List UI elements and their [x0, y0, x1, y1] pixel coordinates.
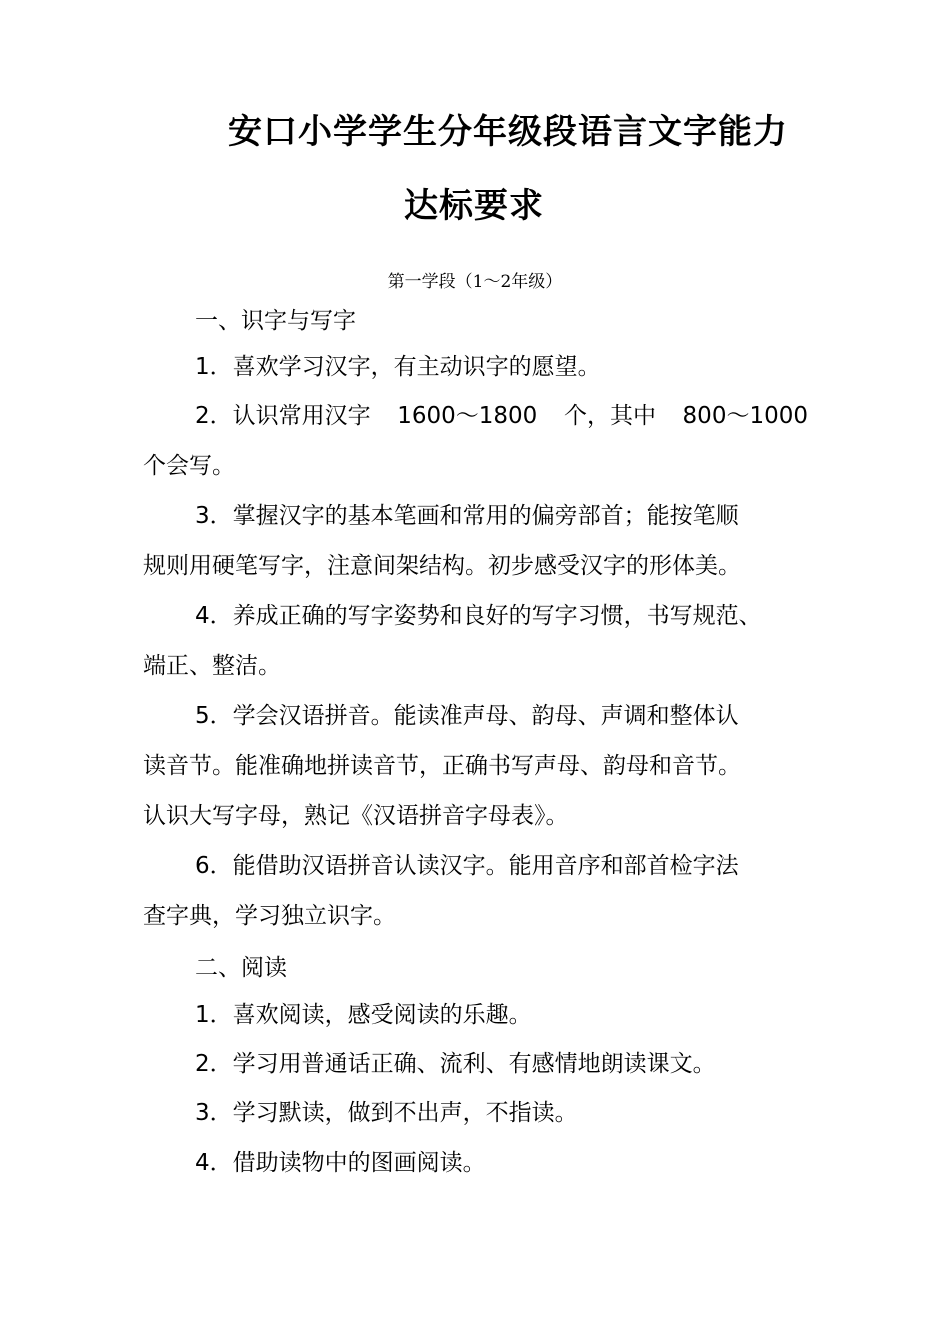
literacy-item-6-line-1: 6．能借助汉语拼音认读汉字。能用音序和部首检字法 [195, 853, 739, 879]
stage-subtitle: 第一学段（1～2年级） [387, 272, 563, 292]
document-title-line-2: 达标要求 [404, 186, 544, 226]
reading-item-1: 1．喜欢阅读，感受阅读的乐趣。 [195, 1002, 532, 1028]
reading-item-3: 3．学习默读，做到不出声，不指读。 [195, 1100, 578, 1126]
literacy-item-2-line-1 [195, 391, 808, 441]
literacy-item-4-line-1: 4．养成正确的写字姿势和良好的写字习惯，书写规范、 [195, 603, 762, 629]
literacy-item-5-line-3: 认识大写字母，熟记《汉语拼音字母表》。 [143, 803, 569, 829]
literacy-item-2-part-d: 800～1000 [682, 403, 808, 429]
literacy-item-2-part-a: 2．认识常用汉字 [195, 403, 371, 429]
literacy-item-2-line-2: 个会写。 [143, 453, 235, 479]
reading-item-4: 4．借助读物中的图画阅读。 [195, 1150, 486, 1176]
literacy-item-1: 1．喜欢学习汉字，有主动识字的愿望。 [195, 354, 601, 380]
literacy-item-3-line-2: 规则用硬笔写字，注意间架结构。初步感受汉字的形体美。 [143, 553, 741, 579]
literacy-item-2-part-c: 个，其中 [563, 403, 656, 429]
literacy-item-4-line-2: 端正、整洁。 [143, 653, 281, 679]
document-title-line-1: 安口小学学生分年级段语言文字能力 [228, 112, 788, 152]
reading-item-2: 2．学习用普通话正确、流利、有感情地朗读课文。 [195, 1051, 716, 1077]
literacy-item-3-line-1: 3．掌握汉字的基本笔画和常用的偏旁部首；能按笔顺 [195, 503, 739, 529]
literacy-item-5-line-2: 读音节。能准确地拼读音节，正确书写声母、韵母和音节。 [143, 753, 741, 779]
section-heading-literacy: 一、识字与写字 [195, 308, 356, 334]
literacy-item-6-line-2: 查字典，学习独立识字。 [143, 903, 396, 929]
section-heading-reading: 二、阅读 [195, 955, 287, 981]
literacy-item-5-line-1: 5．学会汉语拼音。能读准声母、韵母、声调和整体认 [195, 703, 739, 729]
literacy-item-2-part-b: 1600～1800 [397, 403, 538, 429]
